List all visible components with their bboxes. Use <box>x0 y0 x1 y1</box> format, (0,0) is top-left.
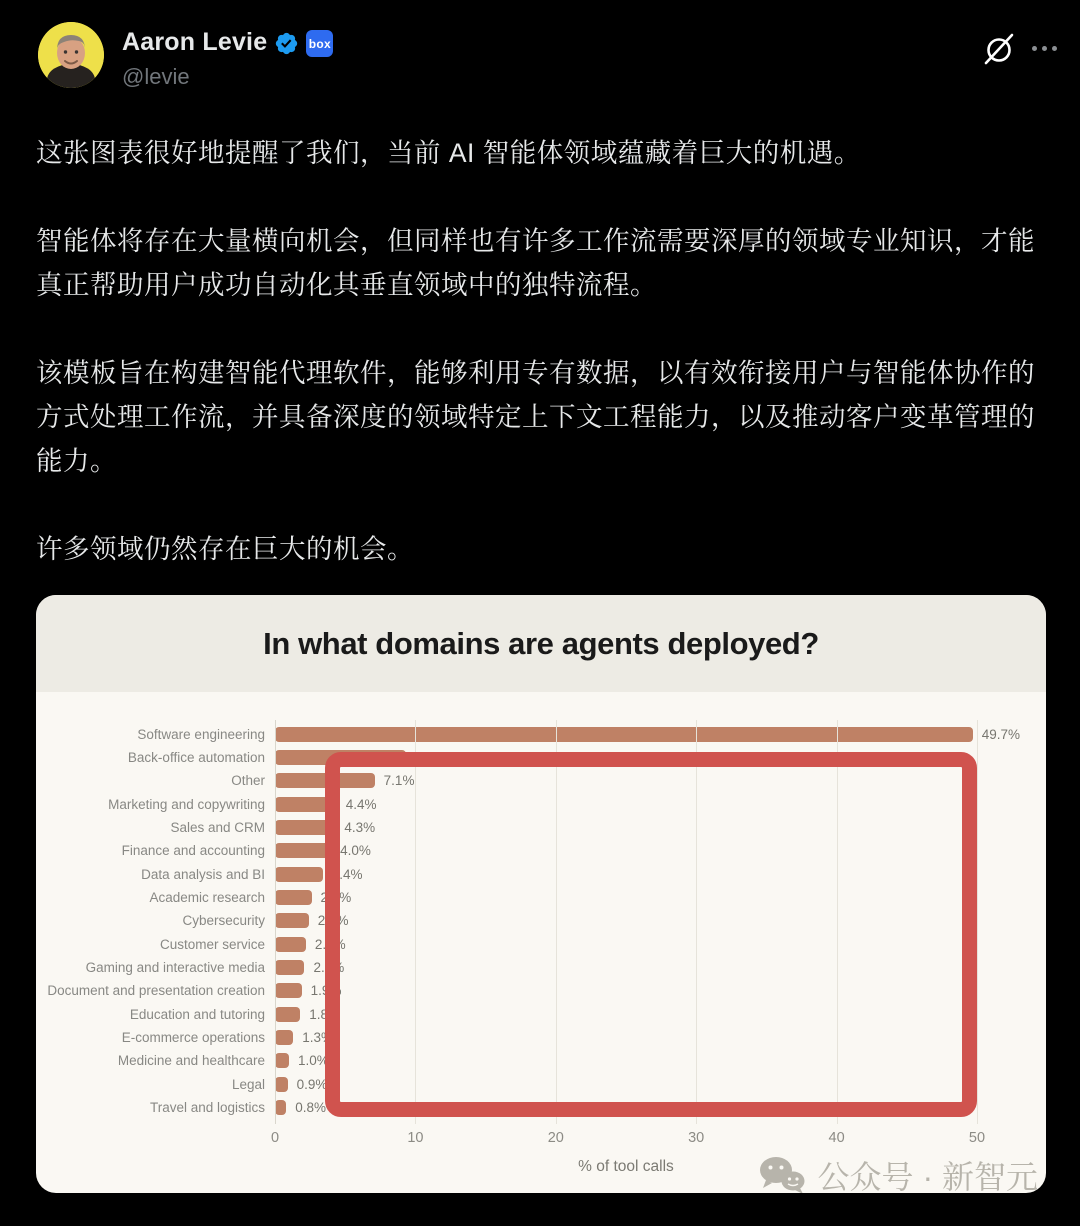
chart-bar <box>275 913 309 928</box>
chart-bar <box>275 960 304 975</box>
value-label: 0.8% <box>295 1100 326 1116</box>
tweet-text <box>36 131 1046 615</box>
chart-bar <box>275 1007 300 1022</box>
category-label: Gaming and interactive media <box>85 960 265 975</box>
grok-summarize-icon[interactable] <box>982 32 1016 66</box>
red-highlight-rectangle <box>325 752 977 1117</box>
value-label: 7.1% <box>383 773 415 789</box>
value-label: 3.4% <box>331 866 363 882</box>
x-axis-title: % of tool calls <box>578 1158 674 1175</box>
verified-badge-icon <box>274 31 299 56</box>
chart-title: In what domains are agents deployed? <box>263 625 819 661</box>
chart-plot <box>36 692 1046 1193</box>
value-label: 0.9% <box>296 1076 328 1092</box>
avatar[interactable] <box>38 22 104 88</box>
chart-header <box>36 595 1046 692</box>
display-name[interactable]: Aaron Levie <box>122 28 268 56</box>
x-tick-label: 0 <box>270 1130 280 1146</box>
category-label: Academic research <box>149 889 265 905</box>
chart-bar <box>275 890 312 905</box>
value-label: 2.2% <box>314 936 346 952</box>
gridline <box>275 720 276 1124</box>
category-label: Finance and accounting <box>121 843 265 859</box>
chart-bar <box>275 1030 293 1045</box>
value-label: 1.8% <box>309 1006 341 1022</box>
value-label: 49.7% <box>981 726 1021 742</box>
chart-bar <box>275 1053 289 1068</box>
value-label: 4.3% <box>344 819 376 835</box>
value-label: 2.1% <box>313 960 345 975</box>
category-label: Back-office automation <box>127 749 265 765</box>
category-label: Travel and logistics <box>149 1100 265 1116</box>
tweet-paragraph: 这张图表很好地提醒了我们，当前 AI 智能体领域蕴藏着巨大的机遇。 <box>36 138 861 168</box>
avatar-image <box>38 22 104 88</box>
category-label: E-commerce operations <box>121 1030 265 1046</box>
value-label: 1.9% <box>310 983 342 999</box>
category-label: Customer service <box>159 936 265 952</box>
x-tick-label: 20 <box>547 1130 564 1146</box>
author-block <box>122 28 333 90</box>
category-label: Document and presentation creation <box>47 983 265 999</box>
box-affiliation-badge[interactable]: box <box>306 30 333 57</box>
watermark-text: 公众号 · 新智元 <box>817 1159 1038 1193</box>
watermark <box>758 1152 1038 1193</box>
chart-media-card[interactable] <box>36 595 1046 1193</box>
chart-bar <box>275 727 973 742</box>
tweet-paragraph: 智能体将存在大量横向机会，但同样也有许多工作流需要深厚的领域专业知识，才能真正帮助用户成功自动化其垂直领域中的独特流程。 <box>36 226 1035 300</box>
category-label: Marketing and copywriting <box>108 796 265 812</box>
category-label: Education and tutoring <box>129 1006 265 1022</box>
chart-bar <box>275 1100 286 1115</box>
wechat-icon <box>758 1155 806 1193</box>
gridline <box>977 720 978 1124</box>
x-tick-label: 10 <box>407 1130 424 1146</box>
category-label: Data analysis and BI <box>141 866 265 882</box>
category-label: Other <box>231 773 265 789</box>
category-label: Sales and CRM <box>170 819 265 835</box>
chart-bar <box>275 1077 288 1092</box>
tweet-paragraph: 许多领域仍然存在巨大的机会。 <box>36 534 414 564</box>
x-tick-label: 40 <box>828 1130 845 1146</box>
category-label: Cybersecurity <box>182 913 265 929</box>
value-label: 1.3% <box>302 1030 334 1046</box>
category-label: Software engineering <box>137 726 265 742</box>
chart-bar <box>275 843 331 858</box>
more-options-icon[interactable] <box>1024 38 1064 58</box>
category-label: Medicine and healthcare <box>117 1053 265 1069</box>
category-label: Legal <box>231 1076 265 1092</box>
chart-bar <box>275 867 323 882</box>
value-label: 2.6% <box>320 889 352 905</box>
tweet-paragraph: 该模板旨在构建智能代理软件，能够利用专有数据，以有效衔接用户与智能体协作的方式处理工作流，并具备深度的领域特定上下文工程能力，以及推动客户变革管理的能力。 <box>36 358 1035 476</box>
chart-bar <box>275 937 306 952</box>
value-label: 4.0% <box>340 843 371 859</box>
author-handle[interactable]: @levie <box>122 64 190 89</box>
value-label: 4.4% <box>345 796 377 812</box>
x-tick-label: 50 <box>968 1130 986 1146</box>
x-tick-label: 30 <box>688 1130 705 1146</box>
value-label: 1.0% <box>298 1053 329 1069</box>
chart-bar <box>275 983 302 998</box>
value-label: 2.4% <box>317 913 349 929</box>
